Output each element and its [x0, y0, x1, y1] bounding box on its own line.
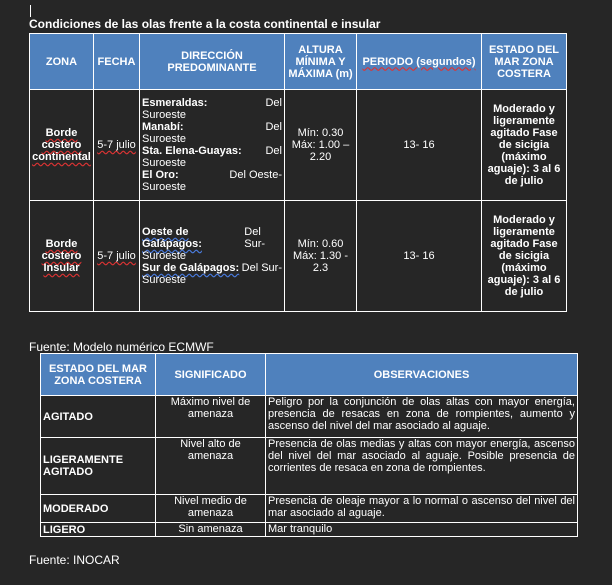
- header-altura: ALTURA MÍNIMA Y MÁXIMA (m): [285, 34, 357, 90]
- table-row: [41, 523, 578, 537]
- estado-cell: Moderado y ligeramente agitado Fase de sicigia (máximo aguaje): 3 al 6 de julio: [482, 90, 567, 201]
- header-significado: SIGNIFICADO: [156, 354, 266, 396]
- table-row: [41, 396, 578, 438]
- table-row: [30, 201, 567, 312]
- source-note-model: Fuente: Modelo numérico ECMWF: [29, 340, 214, 354]
- significado-cell: Sin amenaza: [156, 523, 266, 537]
- observaciones-cell: Peligro por la conjunción de olas altas con mayor energía, presencia de resacas en zona de rompientes, aumento y ascenso del nivel del mar asociado al aguaje.: [266, 396, 578, 438]
- text-cursor: [30, 5, 31, 17]
- header-estado: ESTADO DEL MAR ZONA COSTERA: [482, 34, 567, 90]
- altura-cell: Mín: 0.30 Máx: 1.00 – 2.20: [285, 90, 357, 201]
- estado-cell: Moderado y ligeramente agitado Fase de sicigia (máximo aguaje): 3 al 6 de julio: [482, 201, 567, 312]
- document-title: Condiciones de las olas frente a la costa continental e insular: [29, 17, 381, 31]
- fecha-cell: 5-7 julio: [94, 90, 140, 201]
- header-zona: ZONA: [30, 34, 94, 90]
- estado-cell: LIGERO: [41, 523, 156, 537]
- direccion-cell: Esmeraldas: Del Suroeste Manabí: Del Suroeste Sta. Elena-Guayas: Del Suroeste El Oro: Del Oeste- Suroeste: [140, 90, 285, 201]
- source-note-inocar: Fuente: INOCAR: [29, 553, 120, 567]
- header-direccion: DIRECCIÓN PREDOMINANTE: [140, 34, 285, 90]
- observaciones-cell: Mar tranquilo: [266, 523, 578, 537]
- header-estado-mar: ESTADO DEL MAR ZONA COSTERA: [41, 354, 156, 396]
- header-fecha: FECHA: [94, 34, 140, 90]
- zona-cell: Borde costero continental: [30, 90, 94, 201]
- significado-cell: Máximo nivel de amenaza: [156, 396, 266, 438]
- header-observaciones: OBSERVACIONES: [266, 354, 578, 396]
- header-periodo: PERIODO (segundos): [357, 34, 482, 90]
- wave-conditions-table: [29, 33, 567, 312]
- sea-state-legend-table: [40, 353, 578, 537]
- estado-cell: LIGERAMENTE AGITADO: [41, 438, 156, 495]
- estado-cell: AGITADO: [41, 396, 156, 438]
- altura-cell: Mín: 0.60 Máx: 1.30 - 2.3: [285, 201, 357, 312]
- fecha-cell: 5-7 julio: [94, 201, 140, 312]
- estado-cell: MODERADO: [41, 495, 156, 523]
- table-row: [41, 495, 578, 523]
- observaciones-cell: Presencia de olas medias y altas con mayor energía, ascenso del nivel del mar asociado al aguaje. Posible presencia de corrientes de resaca en zona de rompientes.: [266, 438, 578, 495]
- table-row: [30, 90, 567, 201]
- periodo-cell: 13- 16: [357, 90, 482, 201]
- observaciones-cell: Presencia de oleaje mayor a lo normal o ascenso del nivel del mar asociado al aguaje.: [266, 495, 578, 523]
- significado-cell: Nivel alto de amenaza: [156, 438, 266, 495]
- table-row: [41, 438, 578, 495]
- significado-cell: Nivel medio de amenaza: [156, 495, 266, 523]
- periodo-cell: 13- 16: [357, 201, 482, 312]
- zona-cell: Borde costero Insular: [30, 201, 94, 312]
- direccion-cell: Oeste de Galápagos: Del Sur- Suroeste Sur de Galápagos: Del Sur- Suroeste: [140, 201, 285, 312]
